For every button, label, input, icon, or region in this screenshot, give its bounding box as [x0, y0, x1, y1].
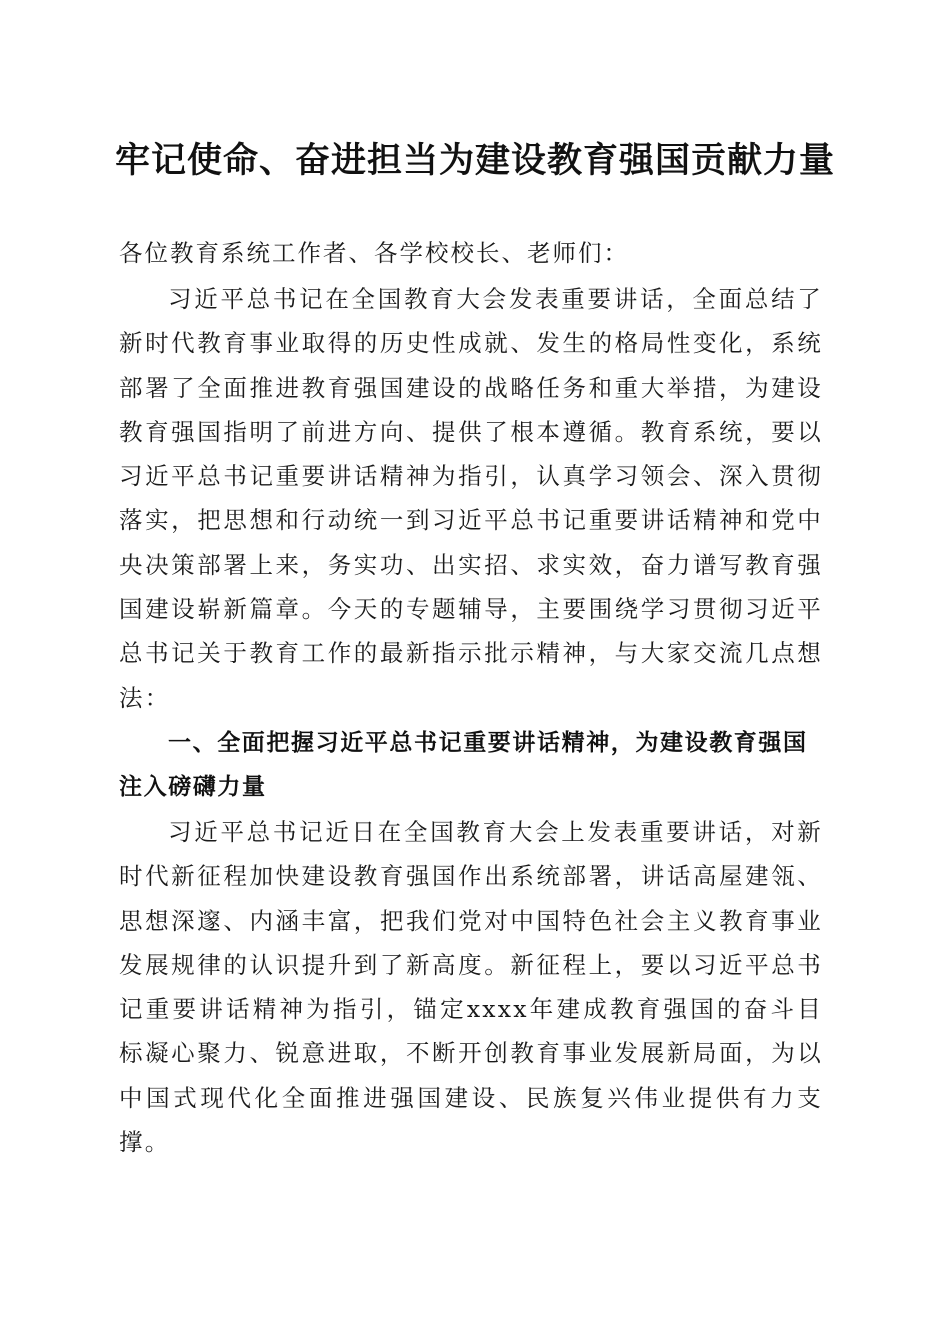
section-paragraph: 习近平总书记近日在全国教育大会上发表重要讲话，对新时代新征程加快建设教育强国作出系统部署，讲话高屋建瓴、思想深邃、内涵丰富，把我们党对中国特色社会主义教育事业发展规律的认识提升到了新高度。新征程上，要以习近平总书记重要讲话精神为指引，锚定xxxx年建成教育强国的奋斗目标凝心聚力、锐意进取，不断开创教育事业发展新局面，为以中国式现代化全面推进强国建设、民族复兴伟业提供有力支撑。	[119, 818, 823, 1157]
intro-paragraph: 习近平总书记在全国教育大会发表重要讲话，全面总结了新时代教育事业取得的历史性成就、发生的格局性变化，系统部署了全面推进教育强国建设的战略任务和重大举措，为建设教育强国指明了前进方向、提供了根本遵循。教育系统，要以习近平总书记重要讲话精神为指引，认真学习领会、深入贯彻落实，把思想和行动统一到习近平总书记重要讲话精神和党中央决策部署上来，务实功、出实招、求实效，奋力谱写教育强国建设崭新篇章。今天的专题辅导，主要围绕学习贯彻习近平总书记关于教育工作的最新指示批示精神，与大家交流几点想法：	[119, 285, 823, 712]
section-heading: 一、全面把握习近平总书记重要讲话精神，为建设教育强国注入磅礴力量	[119, 730, 808, 801]
salutation: 各位教育系统工作者、各学校校长、老师们：	[119, 239, 629, 267]
document-title: 牢记使命、奋进担当为建设教育强国贡献力量	[114, 140, 835, 181]
